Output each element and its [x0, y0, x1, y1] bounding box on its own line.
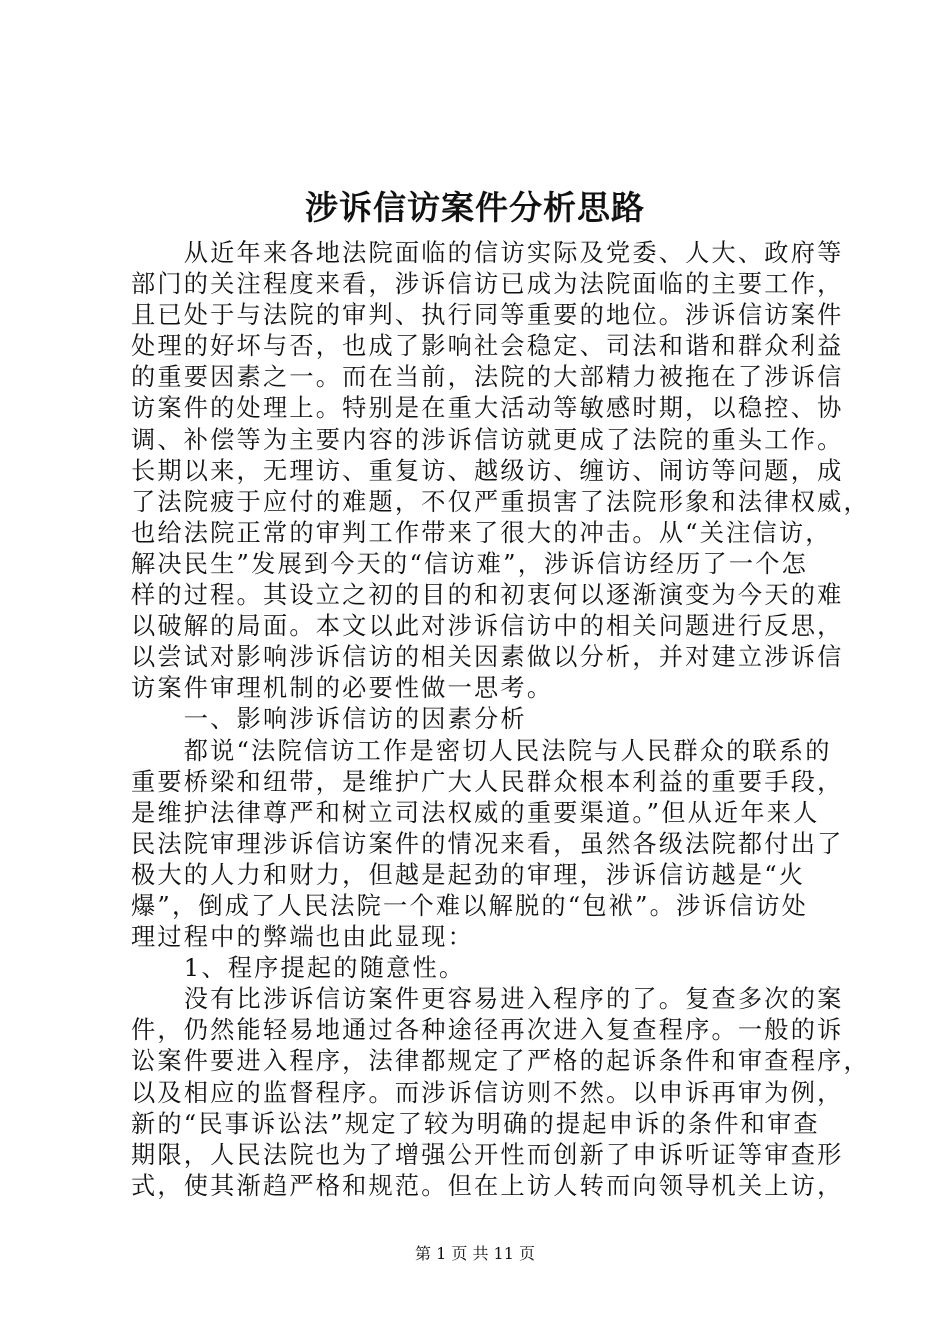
body-line: 也给法院正常的审判工作带来了很大的冲击。从“关注信访， [131, 518, 832, 547]
body-line: 解决民生”发展到今天的“信访难”，涉诉信访经历了一个怎 [131, 549, 808, 578]
body-line: 调、补偿等为主要内容的涉诉信访就更成了法院的重头工作。 [131, 425, 844, 454]
body-line: 样的过程。其设立之初的目的和初衷何以逐渐演变为今天的难 [131, 581, 844, 610]
body-line: 的重要因素之一。而在当前，法院的大部精力被拖在了涉诉信 [131, 363, 844, 392]
body-line: 民法院审理涉诉信访案件的情况来看，虽然各级法院都付出了 [131, 829, 844, 858]
page-footer: 第 1 页 共 11 页 [415, 1244, 535, 1263]
body-line: 极大的人力和财力，但越是起劲的审理，涉诉信访越是“火 [131, 860, 806, 889]
document-title: 涉诉信访案件分析思路 [305, 188, 645, 227]
subsection-heading: 1、程序提起的随意性。 [131, 954, 466, 983]
body-line: 爆”，倒成了人民法院一个难以解脱的“包袱”。涉诉信访处 [131, 891, 808, 920]
body-line: 都说“法院信访工作是密切人民法院与人民群众的联系的 [131, 736, 832, 765]
body-line: 访案件的处理上。特别是在重大活动等敏感时期，以稳控、协 [131, 394, 844, 423]
body-line: 处理的好坏与否，也成了影响社会稳定、司法和谐和群众利益 [131, 332, 844, 361]
body-line: 期限，人民法院也为了增强公开性而创新了申诉听证等审查形 [131, 1140, 844, 1169]
body-line: 以尝试对影响涉诉信访的相关因素做以分析，并对建立涉诉信 [131, 643, 844, 672]
body-line: 了法院疲于应付的难题，不仅严重损害了法院形象和法律权威， [131, 487, 870, 516]
body-line: 访案件审理机制的必要性做一思考。 [131, 674, 554, 703]
body-line: 部门的关注程度来看，涉诉信访已成为法院面临的主要工作， [131, 270, 844, 299]
body-line: 以及相应的监督程序。而涉诉信访则不然。以申诉再审为例， [131, 1078, 844, 1107]
body-line: 没有比涉诉信访案件更容易进入程序的了。复查多次的案 [131, 985, 844, 1014]
body-line: 理过程中的弊端也由此显现： [131, 923, 475, 952]
body-line: 长期以来，无理访、重复访、越级访、缠访、闹访等问题，成 [131, 456, 844, 485]
body-line: 是维护法律尊严和树立司法权威的重要渠道。”但从近年来人 [131, 798, 820, 827]
body-line: 讼案件要进入程序，法律都规定了严格的起诉条件和审查程序， [131, 1047, 870, 1076]
document-body [131, 238, 870, 1202]
body-line: 式，使其渐趋严格和规范。但在上访人转而向领导机关上访， [131, 1171, 844, 1200]
body-line: 件，仍然能轻易地通过各种途径再次进入复查程序。一般的诉 [131, 1016, 844, 1045]
body-line: 新的“民事诉讼法”规定了较为明确的提起申诉的条件和审查 [131, 1109, 820, 1138]
body-line: 重要桥梁和纽带，是维护广大人民群众根本利益的重要手段， [131, 767, 844, 796]
body-line: 且已处于与法院的审判、执行同等重要的地位。涉诉信访案件 [131, 301, 844, 330]
body-line: 以破解的局面。本文以此对涉诉信访中的相关问题进行反思， [131, 612, 844, 641]
body-line: 从近年来各地法院面临的信访实际及党委、人大、政府等 [131, 239, 844, 267]
section-heading: 一、影响涉诉信访的因素分析 [131, 705, 527, 734]
